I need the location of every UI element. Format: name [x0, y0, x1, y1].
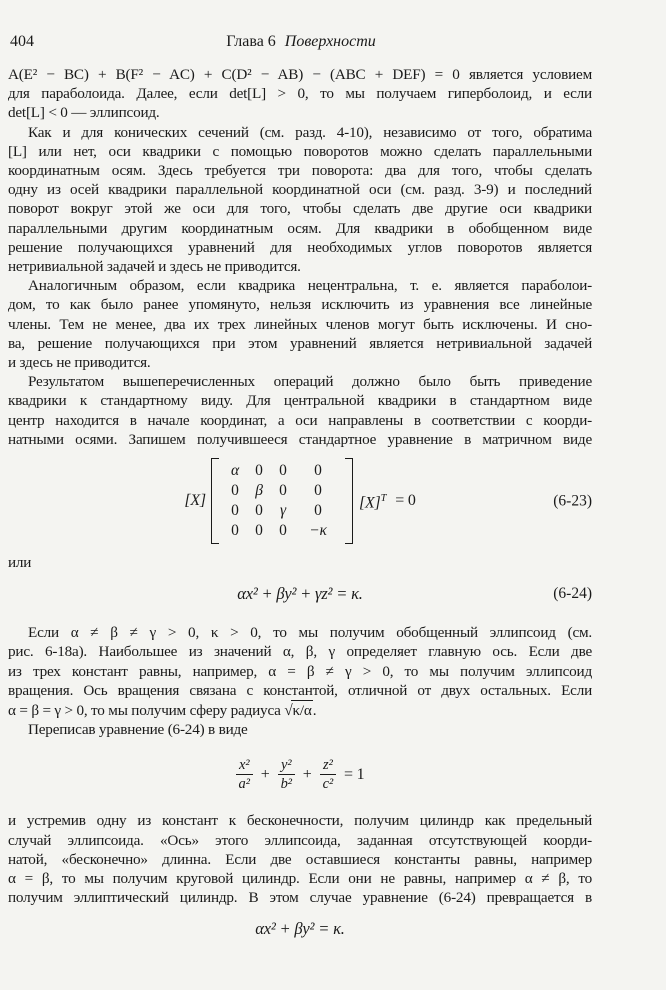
text-line: получим эллиптический цилиндр. В этом случае уравнение (6-24) превращается в	[8, 889, 592, 907]
matrix-cell: 0	[279, 482, 287, 500]
text-line: Аналогичным образом, если квадрика нецентральна, т. е. является параболои-	[28, 277, 592, 295]
matrix-cell: 0	[231, 522, 239, 540]
fraction-denominator: a²	[236, 774, 253, 792]
matrix-cell: 0	[314, 462, 322, 480]
page-header	[10, 33, 592, 53]
equation-rhs: = 1	[344, 765, 365, 783]
text-line: Как и для конических сечений (см. разд. 4-10), независимо от того, обратима	[28, 123, 592, 141]
text-line: вращения. Ось вращения связана с константой, отличной от двух остальных. Если	[8, 681, 592, 699]
equation-number: (6-23)	[553, 492, 592, 510]
matrix-factor-right: $[X]^T$	[358, 493, 387, 512]
equation-body: αx² + βy² = κ.	[255, 918, 345, 938]
fraction-y	[278, 757, 295, 792]
equation-cylinder	[8, 918, 592, 940]
fraction-denominator: b²	[278, 774, 295, 792]
paragraph-noncentral	[8, 276, 592, 372]
radical-sign-icon: √	[284, 702, 293, 720]
matrix-cells	[219, 458, 345, 544]
text-line: рис. 6-18а). Наибольшее из значений α, β, γ определяет главную ось. Если две	[8, 643, 592, 661]
text-line: натой, «бесконечно» длинна. Если две оставшиеся константы равны, например	[8, 850, 592, 868]
text-line: из трех констант равны, например, α = β ≠ γ > 0, то мы получим эллипсоид	[8, 662, 592, 680]
page-body	[8, 65, 592, 940]
text-line: ва, решение получающихся при этом уравнений является нетривиальной задачей	[8, 334, 592, 352]
fraction-z	[320, 757, 336, 792]
equation-6-24	[8, 583, 592, 605]
matrix-cell: 0	[314, 482, 322, 500]
text-line: и здесь не приводится.	[8, 354, 151, 372]
text-line: члены. Тем не менее, два их трех линейных членов могут быть исключены. И сно-	[8, 315, 592, 333]
text-line: A(E² − BC) + B(F² − AC) + C(D² − AB) − (ABC + DEF) = 0 является условием	[8, 66, 592, 83]
text-line: центр находится в начале координат, а оси направлены в соответствии с коорди-	[8, 411, 592, 429]
matrix-cell: 0	[255, 522, 263, 540]
equation-number: (6-24)	[553, 585, 592, 603]
paragraph-standard-form	[8, 372, 592, 449]
sqrt-radicand: κ/α	[292, 702, 312, 720]
matrix-cell: 0	[279, 462, 287, 480]
text-line: [L] или нет, оси квадрики с помощью поворотов можно сделать параллельными	[8, 142, 592, 160]
paragraph-cylinder	[8, 811, 592, 907]
text-line: α = β, то мы получим круговой цилиндр. Если они не равны, например α ≠ β, то	[8, 870, 592, 888]
text-line: одну из осей квадрики параллельной координатной оси (см. разд. 3-9) и последний	[8, 181, 592, 199]
text-line: квадрики к стандартному виду. Для центральной квадрики в стандартном виде	[8, 392, 592, 410]
equation-body: αx² + βy² + γz² = κ.	[237, 584, 363, 604]
fraction-denominator: c²	[320, 774, 336, 792]
equation-6-23	[8, 457, 592, 545]
matrix-cell: 0	[255, 502, 263, 520]
matrix-cell: γ	[279, 502, 286, 520]
paragraph-rotations	[8, 123, 592, 277]
text-line: параллельными другим координатным осям. Для квадрики в обобщенном виде	[8, 219, 592, 237]
sqrt-post-text: .	[312, 702, 317, 720]
text-line: натными осями. Запишем получившееся стандартное уравнение в матричном виде	[8, 430, 592, 448]
text-line: Результатом вышеперечисленных операций должно было быть приведение	[28, 373, 592, 391]
chapter-label: Глава 6	[226, 33, 276, 50]
plus-sign: +	[260, 765, 270, 783]
text-line: нетривиальной задачей и здесь не приводится.	[8, 258, 301, 276]
text-line: случай эллипсоида. «Ось» этого эллипсоида, заданная отсутствующей коорди-	[8, 831, 592, 849]
running-head	[10, 33, 592, 51]
plus-sign: +	[302, 765, 312, 783]
fraction-numerator: z²	[323, 756, 333, 773]
text-line-sqrt	[8, 700, 592, 720]
equation-canonical-ellipsoid	[8, 751, 592, 797]
paragraph-condition	[8, 65, 592, 123]
fraction-x	[236, 757, 253, 792]
matrix-cell: 0	[314, 502, 322, 520]
text-line: Если α ≠ β ≠ γ > 0, κ > 0, то мы получим обобщенный эллипсоид (см.	[28, 624, 592, 642]
text-line: решение получающихся уравнений для необходимых углов поворотов является	[8, 238, 592, 256]
matrix-cell: 0	[255, 462, 263, 480]
fraction-numerator: y²	[280, 756, 292, 773]
matrix-cell: 0	[231, 502, 239, 520]
equation-rhs: = 0	[395, 492, 416, 510]
matrix-cell: α	[230, 462, 239, 480]
diagonal-matrix	[211, 458, 353, 544]
paragraph-ellipsoid	[8, 623, 592, 739]
text-line: поворот вокруг этой же оси для того, чтобы сделать две другие оси квадрики	[8, 200, 592, 218]
right-bracket	[345, 458, 353, 544]
text-line: Переписав уравнение (6-24) в виде	[28, 721, 248, 739]
sqrt-pre-text: α = β = γ > 0, то мы получим сферу радиуса	[8, 702, 285, 720]
left-bracket	[211, 458, 219, 544]
text-line: det[L] < 0 — эллипсоид.	[8, 104, 160, 122]
text-line: и устремив одну из констант к бесконечности, получим цилиндр как предельный	[8, 812, 592, 830]
matrix-cell: 0	[231, 482, 239, 500]
text-line: дом, то как было ранее упомянуто, нельзя исключить из уравнения все линейные	[8, 296, 592, 314]
transpose-superscript: T	[380, 493, 387, 505]
page-number: 404	[10, 33, 34, 50]
paragraph-or	[8, 553, 592, 572]
text-line: координатным осям. Здесь требуется три поворота: два для того, чтобы сделать	[8, 162, 592, 180]
text-line: или	[8, 554, 32, 572]
matrix-factor-left: [X]	[184, 492, 206, 510]
matrix-cell: 0	[279, 522, 287, 540]
fraction-numerator: x²	[238, 756, 250, 773]
matrix-cell: β	[255, 482, 263, 500]
chapter-title: Поверхности	[284, 33, 376, 50]
text-line: для параболоида. Далее, если det[L] > 0, то мы получаем гиперболоид, и если	[8, 85, 592, 103]
matrix-cell: −κ	[309, 522, 327, 540]
